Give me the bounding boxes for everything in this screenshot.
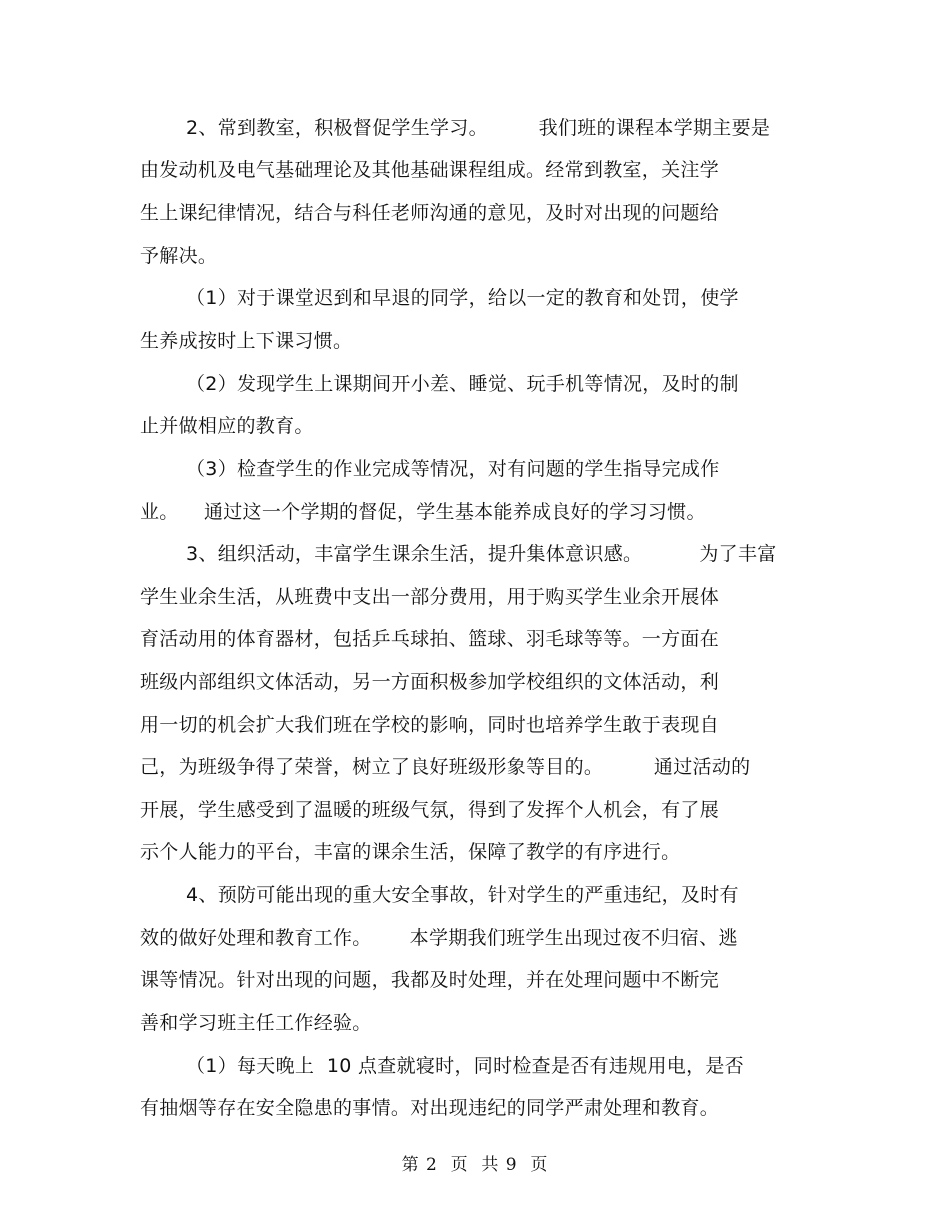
text-line: 善和学习班主任工作经验。: [140, 1012, 372, 1034]
text-line: 业。 通过这一个学期的督促，学生基本能养成良好的学习习惯。: [140, 501, 706, 523]
text-line: 示个人能力的平台，丰富的课余生活，保障了教学的有序进行。: [140, 841, 681, 863]
text-line: （3）检查学生的作业完成等情况，对有问题的学生指导完成作: [186, 458, 720, 480]
text-line: 开展，学生感受到了温暖的班级气氛，得到了发挥个人机会，有了展: [140, 799, 720, 821]
text-line: 育活动用的体育器材，包括乒乓球拍、篮球、羽毛球等等。一方面在: [140, 628, 720, 650]
text-line: 有抽烟等存在安全隐患的事情。对出现违纪的同学严肃处理和教育。: [140, 1097, 720, 1119]
text-line: 己，为班级争得了荣誉，树立了良好班级形象等目的。 通过活动的: [140, 756, 751, 778]
text-line: 止并做相应的教育。: [140, 415, 314, 437]
text-line: 3、组织活动，丰富学生课余生活，提升集体意识感。 为了丰富: [186, 543, 777, 565]
text-line: 生上课纪律情况，结合与科任老师沟通的意见，及时对出现的问题给: [140, 202, 720, 224]
text-line: 生养成按时上下课习惯。: [140, 330, 353, 352]
text-line: 学生业余生活，从班费中支出一部分费用，用于购买学生业余开展体: [140, 586, 720, 608]
text-line: 4、预防可能出现的重大安全事故，针对学生的严重违纪，及时有: [186, 884, 739, 906]
page-number-footer: 第 2 页 共 9 页: [401, 1155, 549, 1175]
text-line: （1）对于课堂迟到和早退的同学，给以一定的教育和处罚，使学: [186, 287, 739, 309]
text-line: 2、常到教室，积极督促学生学习。 我们班的课程本学期主要是: [186, 117, 771, 139]
text-line: （2）发现学生上课期间开小差、睡觉、玩手机等情况，及时的制: [186, 373, 739, 395]
text-line: 课等情况。针对出现的问题，我都及时处理，并在处理问题中不断完: [140, 969, 720, 991]
text-line: 班级内部组织文体活动，另一方面积极参加学校组织的文体活动，利: [140, 671, 720, 693]
text-line: （1）每天晚上 10 点查就寝时，同时检查是否有违规用电，是否: [186, 1055, 744, 1077]
text-line: 予解决。: [140, 245, 218, 267]
text-line: 用一切的机会扩大我们班在学校的影响，同时也培养学生敢于表现自: [140, 714, 720, 736]
text-line: 由发动机及电气基础理论及其他基础课程组成。经常到教室，关注学: [140, 159, 720, 181]
text-line: 效的做好处理和教育工作。 本学期我们班学生出现过夜不归宿、逃: [140, 927, 738, 949]
